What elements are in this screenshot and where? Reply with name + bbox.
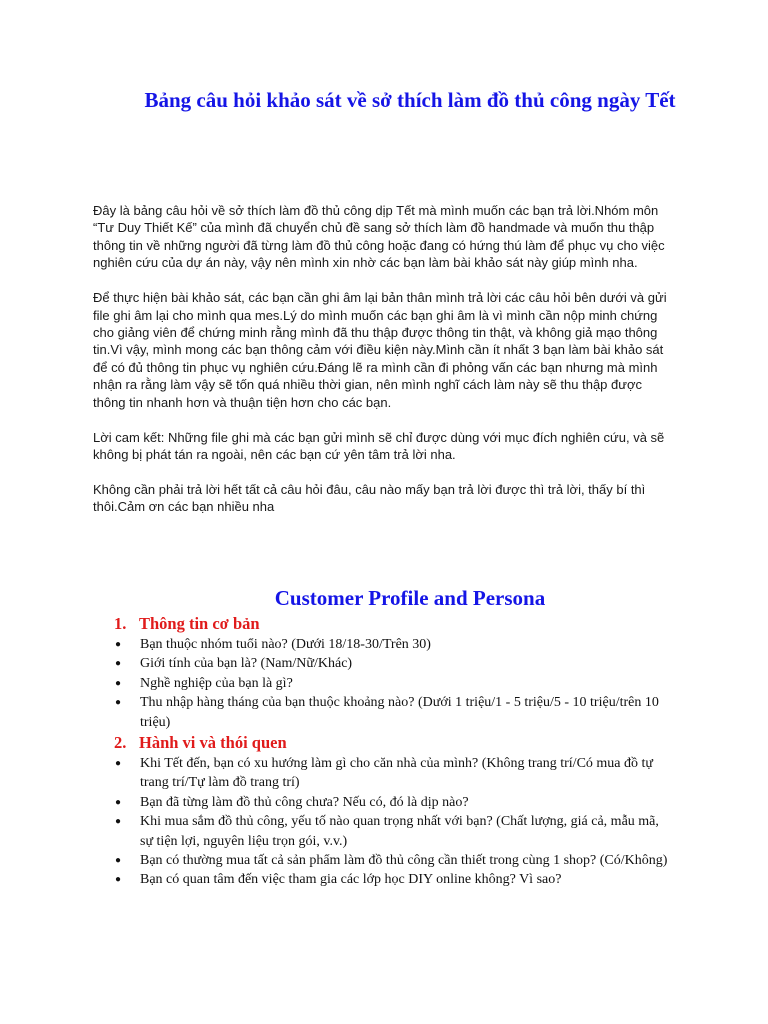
question-item [114,674,674,693]
group-title: Thông tin cơ bản [139,614,260,633]
question-list [114,754,674,890]
bullet-icon: ● [115,855,122,867]
survey-questions [114,613,674,890]
intro-paragraph: Để thực hiện bài khảo sát, các bạn cần ghi âm lại bản thân mình trả lời các câu hỏi bên dưới và gửi file ghi âm lại cho mình qua mes.Lý do mình muốn các bạn ghi âm là vì mình cần nộp minh chứng cho giảng viên để chứng minh rằng mình đã thu thập được thông tin thật, và không giả mạo thông tin.Vì vậy, mình mong các bạn thông cảm với điều kiện này.Mình cần ít nhất 3 bạn làm bài khảo sát để có đủ thông tin phục vụ nghiên cứu.Đáng lẽ ra mình cần đi phỏng vấn các bạn nhưng mà mình nhận ra rằng làm vậy sẽ tốn quá nhiều thời gian, nên mình nghĩ cách làm này sẽ thu thập được thông tin nhanh hơn và thuận tiện hơn cho các bạn. [93,290,667,410]
group-title: Hành vi và thói quen [139,733,287,753]
question-list [114,635,674,732]
question-text: Bạn có thường mua tất cả sản phẩm làm đồ thủ công cần thiết trong cùng 1 shop? (Có/Không) [140,853,668,869]
question-text: Nghề nghiệp của bạn là gì? [140,675,293,691]
question-text: Khi mua sắm đồ thủ công, yếu tố nào quan trọng nhất với bạn? (Chất lượng, giá cả, mẫu mã, sự tiện lợi, nguyên liệu trọn gói, v.v.) [140,814,659,849]
question-text: Bạn đã từng làm đồ thủ công chưa? Nếu có, đó là dịp nào? [140,794,469,810]
question-item [114,693,674,732]
question-item [114,851,674,870]
section-title: Customer Profile and Persona [274,586,546,610]
bullet-icon: ● [115,874,122,886]
question-item [114,754,674,793]
question-text: Giới tính của bạn là? (Nam/Nữ/Khác) [140,656,353,672]
question-text: Thu nhập hàng tháng của bạn thuộc khoảng nào? (Dưới 1 triệu/1 - 5 triệu/5 - 10 triệu/trên 10 triệu) [140,695,659,730]
document-title: Bảng câu hỏi khảo sát về sở thích làm đồ thủ công ngày Tết [144,88,676,112]
question-item [114,793,674,812]
group-heading-basic-info [114,613,674,635]
group-number: 2. [114,733,127,753]
bullet-icon: ● [115,816,122,828]
intro-paragraph: Đây là bảng câu hỏi về sở thích làm đồ thủ công dịp Tết mà mình muốn các bạn trả lời.Nhóm môn “Tư Duy Thiết Kế” của mình đã chuyển chủ đề sang sở thích làm đồ handmade và muốn thu thập thông tin về những người đã từng làm đồ thủ công hoặc đang có hứng thú làm để phục vụ cho việc nghiên cứu của dự án này, vậy nên mình xin nhờ các bạn làm bài khảo sát này giúp mình nha. [93,203,665,271]
bullet-icon: ● [115,796,122,808]
group-number: 1. [114,614,127,633]
intro-section [93,202,678,533]
group-heading-behavior [114,732,674,754]
question-item [114,654,674,673]
question-text: Bạn thuộc nhóm tuổi nào? (Dưới 18/18-30/Trên 30) [140,637,431,652]
question-item [114,870,674,889]
question-item [114,635,674,654]
bullet-icon: ● [115,758,122,770]
question-text: Khi Tết đến, bạn có xu hướng làm gì cho căn nhà của mình? (Không trang trí/Có mua đồ tự trang trí/Tự làm đồ trang trí) [140,756,653,791]
bullet-icon: ● [115,697,122,709]
bullet-icon: ● [115,658,122,670]
question-item [114,812,674,851]
closing-paragraph: Không cần phải trả lời hết tất cả câu hỏi đâu, câu nào mấy bạn trả lời được thì trả lời, thấy bí thì thôi.Cảm ơn các bạn nhiều nha [93,482,646,515]
question-text: Bạn có quan tâm đến việc tham gia các lớp học DIY online không? Vì sao? [140,872,562,888]
bullet-icon: ● [115,639,122,650]
bullet-icon: ● [115,677,122,689]
commitment-paragraph: Lời cam kết: Những file ghi mà các bạn gửi mình sẽ chỉ được dùng với mục đích nghiên cứu, và sẽ không bị phát tán ra ngoài, nên các bạn cứ yên tâm trả lời nha. [93,429,665,463]
